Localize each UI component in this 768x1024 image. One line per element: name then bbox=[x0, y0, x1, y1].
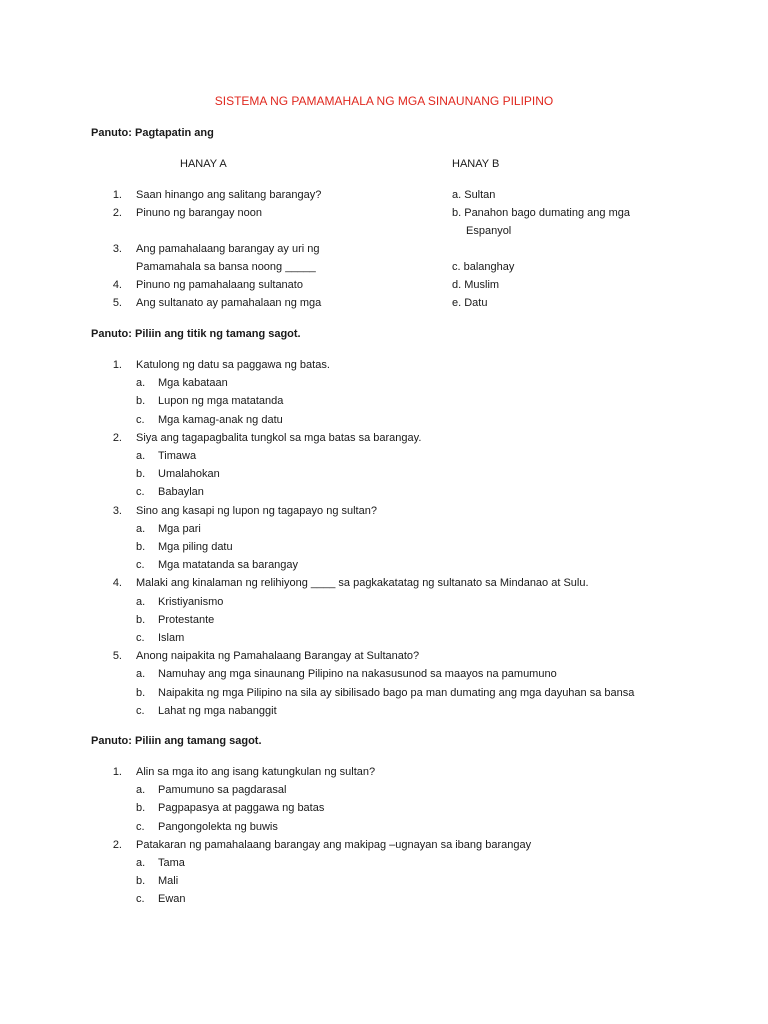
match-b-item: d. Muslim bbox=[452, 279, 500, 291]
choice-letter: a. bbox=[136, 595, 146, 608]
match-a-text-continued: Pamamahala sa bansa noong _____ bbox=[136, 261, 316, 273]
choice-letter: b. bbox=[136, 802, 146, 815]
choice-letter: c. bbox=[136, 559, 145, 572]
section3-instruction: Panuto: Piliin ang tamang sagot. bbox=[91, 735, 262, 747]
match-a-number: 3. bbox=[112, 243, 122, 255]
choice-text: Mga piling datu bbox=[158, 541, 233, 553]
choice-letter: c. bbox=[136, 486, 145, 499]
choice-text: Mga kamag-anak ng datu bbox=[158, 413, 283, 426]
choice-letter: a. bbox=[136, 668, 146, 681]
section2-instruction: Panuto: Piliin ang titik ng tamang sagot. bbox=[91, 328, 301, 340]
question-number: 3. bbox=[112, 504, 122, 517]
question-text: Siya ang tagapagbalita tungkol sa mga batas sa barangay. bbox=[136, 431, 422, 444]
choice-text: Tama bbox=[158, 857, 185, 869]
choice-text: Mga kabataan bbox=[158, 377, 228, 390]
choice-letter: b. bbox=[136, 613, 146, 626]
match-a-text: Ang sultanato ay pamahalaan ng mga bbox=[136, 297, 322, 309]
choice-letter: c. bbox=[136, 820, 145, 833]
section1-instruction: Panuto: Pagtapatin ang bbox=[91, 127, 214, 139]
choice-text: Namuhay ang mga sinaunang Pilipino na nakasusunod sa maayos na pamumuno bbox=[158, 668, 557, 681]
choice-letter: c. bbox=[136, 893, 145, 906]
question-text: Anong naipakita ng Pamahalaang Barangay at Sultanato? bbox=[136, 650, 420, 663]
match-a-text: Saan hinango ang salitang barangay? bbox=[136, 189, 322, 201]
question-number: 2. bbox=[112, 431, 122, 444]
choice-text: Naipakita ng mga Pilipino na sila ay sibilisado bago pa man dumating ang mga dayuhan sa bansa bbox=[158, 686, 635, 699]
match-a-number: 5. bbox=[112, 297, 122, 309]
choice-text: Pagpapasya at paggawa ng batas bbox=[158, 802, 325, 815]
question-number: 1. bbox=[112, 766, 122, 778]
choice-text: Islam bbox=[158, 632, 185, 644]
match-b-item-continued: Espanyol bbox=[466, 225, 512, 237]
question-text: Katulong ng datu sa paggawa ng batas. bbox=[136, 359, 330, 371]
choice-letter: b. bbox=[136, 686, 146, 699]
column-b-header: HANAY B bbox=[452, 158, 500, 170]
choice-letter: a. bbox=[136, 522, 146, 535]
choice-letter: c. bbox=[136, 704, 145, 717]
choice-letter: b. bbox=[136, 541, 146, 553]
match-b-item: e. Datu bbox=[452, 297, 488, 309]
choice-text: Ewan bbox=[158, 893, 186, 906]
question-text: Malaki ang kinalaman ng relihiyong ____ sa pagkakatatag ng sultanato sa Mindanao at Sulu. bbox=[136, 577, 589, 590]
match-b-item: c. balanghay bbox=[452, 261, 515, 273]
match-a-text: Pinuno ng pamahalaang sultanato bbox=[136, 279, 303, 291]
column-a-header: HANAY A bbox=[180, 158, 227, 170]
question-text: Sino ang kasapi ng lupon ng tagapayo ng sultan? bbox=[136, 504, 377, 517]
match-a-text: Pinuno ng barangay noon bbox=[136, 207, 262, 219]
choice-letter: c. bbox=[136, 413, 145, 426]
choice-letter: a. bbox=[136, 450, 146, 462]
choice-text: Lahat ng mga nabanggit bbox=[158, 704, 277, 717]
match-b-item: a. Sultan bbox=[452, 189, 496, 201]
question-text: Alin sa mga ito ang isang katungkulan ng sultan? bbox=[136, 766, 376, 778]
match-b-item: b. Panahon bago dumating ang mga bbox=[452, 207, 630, 219]
choice-letter: a. bbox=[136, 377, 146, 390]
match-a-number: 1. bbox=[112, 189, 122, 201]
question-number: 2. bbox=[112, 838, 122, 851]
question-text: Patakaran ng pamahalaang barangay ang makipag –ugnayan sa ibang barangay bbox=[136, 838, 532, 851]
choice-text: Mali bbox=[158, 875, 179, 888]
choice-letter: a. bbox=[136, 784, 146, 797]
choice-letter: b. bbox=[136, 468, 146, 481]
choice-text: Kristiyanismo bbox=[158, 595, 224, 608]
choice-text: Mga matatanda sa barangay bbox=[158, 559, 299, 572]
choice-text: Timawa bbox=[158, 450, 197, 462]
choice-text: Lupon ng mga matatanda bbox=[158, 395, 284, 408]
match-a-text: Ang pamahalaang barangay ay uri ng bbox=[136, 243, 320, 255]
choice-text: Pangongolekta ng buwis bbox=[158, 820, 278, 833]
choice-text: Protestante bbox=[158, 613, 215, 626]
choice-letter: c. bbox=[136, 632, 145, 644]
match-a-number: 4. bbox=[112, 279, 122, 291]
choice-letter: b. bbox=[136, 875, 146, 888]
choice-letter: a. bbox=[136, 857, 146, 869]
choice-text: Mga pari bbox=[158, 522, 201, 535]
page-title: SISTEMA NG PAMAMAHALA NG MGA SINAUNANG PILIPINO bbox=[214, 94, 554, 108]
choice-text: Umalahokan bbox=[158, 468, 220, 481]
question-number: 4. bbox=[112, 577, 122, 590]
match-a-number: 2. bbox=[112, 207, 122, 219]
choice-text: Pamumuno sa pagdarasal bbox=[158, 784, 287, 797]
question-number: 1. bbox=[112, 359, 122, 371]
choice-text: Babaylan bbox=[158, 486, 204, 499]
choice-letter: b. bbox=[136, 395, 146, 408]
question-number: 5. bbox=[112, 650, 122, 663]
